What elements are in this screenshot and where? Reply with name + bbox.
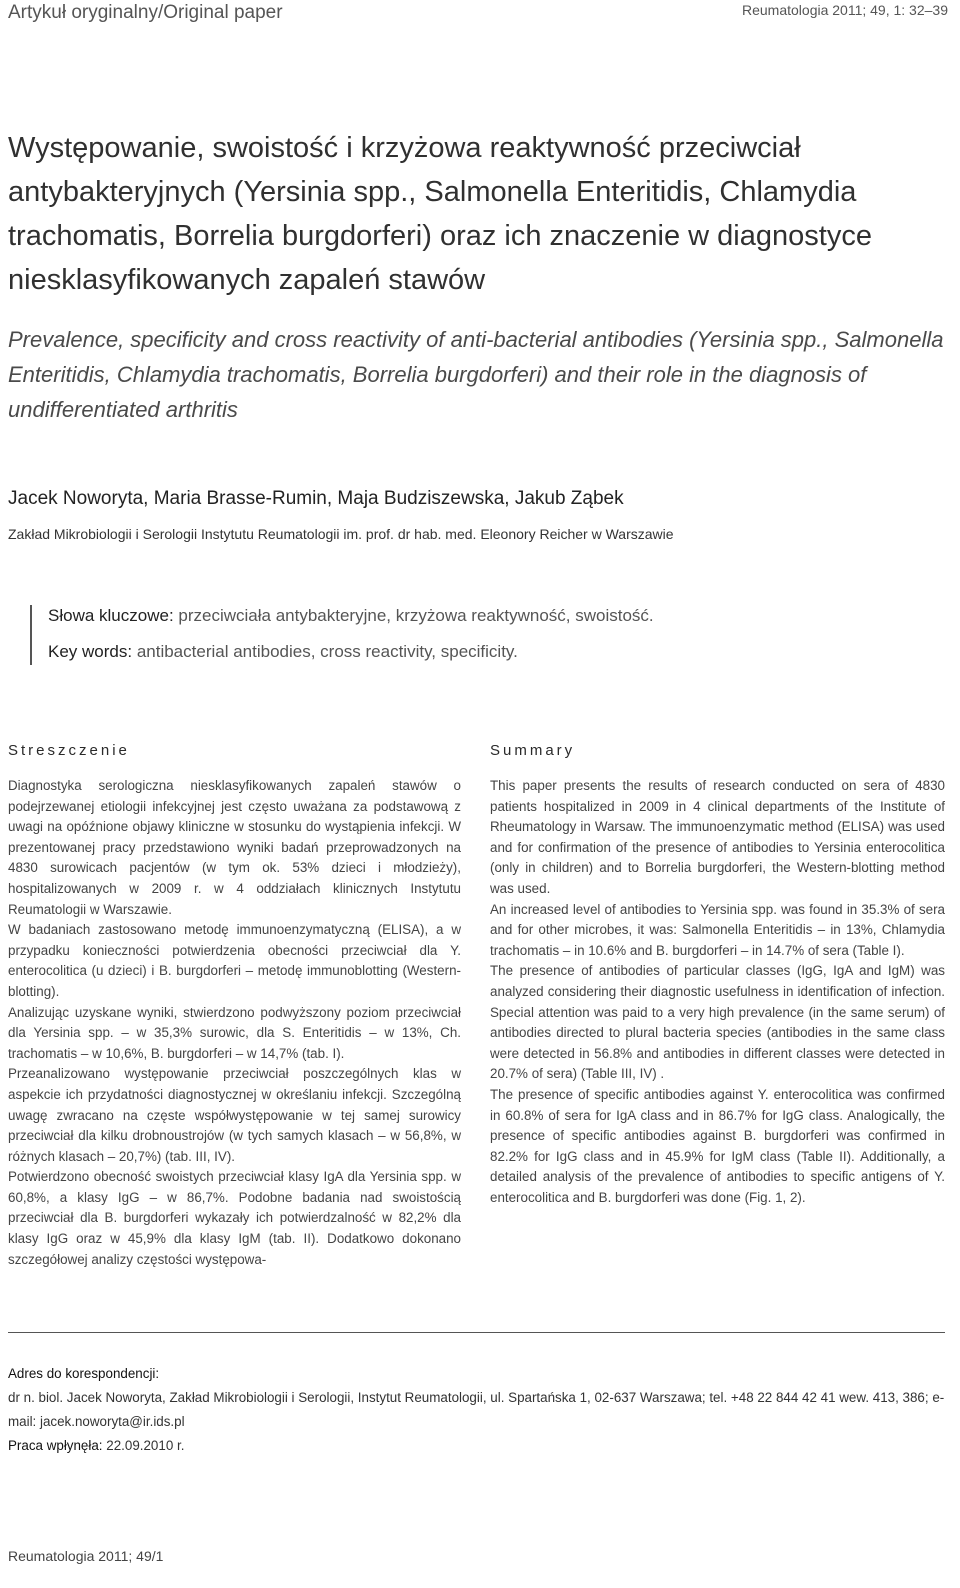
keywords-english (48, 642, 518, 662)
keywords-divider (30, 605, 32, 665)
abstract-polish-paragraph: Diagnostyka serologiczna niesklasyfikowanych zapaleń stawów o podejrzewanej etiologii infekcyjnej jest często uważana za podstawową z uwagi na opóźnione objawy kliniczne w stosunku do wystąpienia infekcji. W prezentowanej pracy przedstawiono wyniki badań przeprowadzonych na 4830 surowicach pacjentów (w tym ok. 53% dzieci i młodzieży), hospitalizowanych w 2009 r. w 4 oddziałach klinicznych Instytutu Reumatologii w Warszawie. (8, 778, 461, 917)
abstract-english-paragraph: This paper presents the results of research conducted on sera of 4830 patients hospitalized in 2009 in 4 clinical departments of the Institute of Rheumatology in Warsaw. The immunoenzymatic method (ELISA) was used and for confirmation of the presence of antibodies to Yersinia enterocolitica (only in children) and to Borrelia burgdorferi, the Western-blotting method was used. (490, 778, 945, 896)
correspondence-block (8, 1362, 948, 1458)
received-date: 22.09.2010 r. (102, 1438, 185, 1453)
article-title-english: Prevalence, specificity and cross reactivity of anti-bacterial antibodies (Yersinia spp., Salmonella Enteritidis, Chlamydia trachomatis, Borrelia burgdorferi) and their role in the diagnosis of undifferentiated arthritis (8, 327, 944, 422)
journal-citation: Reumatologia 2011; 49, 1: 32–39 (741, 2, 948, 18)
keywords-polish-text: przeciwciała antybakteryjne, krzyżowa reaktywność, swoistość. (173, 606, 654, 625)
keywords-english-text: antibacterial antibodies, cross reactivity, specificity. (132, 642, 518, 661)
page-footer: Reumatologia 2011; 49/1 (8, 1548, 164, 1564)
correspondence-label: Adres do korespondencji: (8, 1366, 160, 1381)
abstract-polish-paragraph: Analizując uzyskane wyniki, stwierdzono podwyższony poziom przeciwciał dla Yersinia spp. – w 35,3% surowic, dla S. Enteritidis – w 13%, Ch. trachomatis – w 10,6%, B. burgdorferi – w 14,7% (tab. I). (8, 1004, 461, 1061)
abstract-english-paragraph: The presence of antibodies of particular classes (IgG, IgA and IgM) was analyzed considering their diagnostic usefulness in identification of infection. Special attention was paid to a very high prevalence (in the same serum) of antibodies directed to plural bacteria species (antibodies in the same class were detected in 56.8% and antibodies in different classes were detected in 20.7% of sera) (Table III, IV) . (490, 963, 945, 1082)
received-label: Praca wpłynęła: (8, 1438, 103, 1453)
section-divider (8, 1332, 945, 1333)
received-line (8, 1434, 948, 1458)
affiliation: Zakład Mikrobiologii i Serologii Instytutu Reumatologii im. prof. dr hab. med. Eleonory Reicher w Warszawie (8, 526, 674, 542)
abstract-polish-paragraph: Przeanalizowano występowanie przeciwciał poszczególnych klas w aspekcie ich przydatności diagnostycznej w określaniu infekcji. Szczególną uwagę zwracano na częste współwystępowanie w tej samej surowicy przeciwciał dla kilku drobnoustrojów (w tych samych klasach – w 56,8%, w różnych klasach – 20,7%) (tab. III, IV). (8, 1066, 461, 1164)
keywords-english-label: Key words: (48, 642, 133, 661)
keywords-polish-label: Słowa kluczowe: (48, 606, 174, 625)
abstract-polish-paragraph: W badaniach zastosowano metodę immunoenzymatyczną (ELISA), a w przypadku konieczności potwierdzenia obecności przeciwciał dla Y. enterocolitica (u dzieci) i B. burgdorferi – metodę immunoblotting (Western-blotting). (8, 922, 461, 999)
abstract-polish (8, 776, 461, 1270)
authors: Jacek Noworyta, Maria Brasse-Rumin, Maja Budziszewska, Jakub Ząbek (8, 488, 624, 509)
correspondence-address: dr n. biol. Jacek Noworyta, Zakład Mikrobiologii i Serologii, Instytut Reumatologii, ul. Spartańska 1, 02-637 Warszawa; tel. +48 22 844 42 41 wew. 413, 386; e-mail: jacek.noworyta@ir.ids.pl (8, 1390, 945, 1429)
abstract-polish-heading: Streszczenie (8, 742, 130, 759)
abstract-polish-paragraph: Potwierdzono obecność swoistych przeciwciał klasy IgA dla Yersinia spp. w 60,8%, a klasy IgG – w 86,7%. Podobne badania nad swoistością przeciwciał dla B. burgdorferi wykazały ich potwierdzalność w 82,2% dla klasy IgG oraz w 45,9% dla klasy IgM (tab. II). Dodatkowo dokonano szczegółowej analizy częstości występowa- (8, 1169, 461, 1267)
article-title-polish: Występowanie, swoistość i krzyżowa reaktywność przeciwciał antybakteryjnych (Yersinia spp., Salmonella Enteritidis, Chlamydia trachomatis, Borrelia burgdorferi) oraz ich znaczenie w diagnostyce niesklasyfikowanych zapaleń stawów (8, 132, 872, 296)
abstract-english-heading: Summary (490, 742, 576, 759)
journal-section-label: Artykuł oryginalny/Original paper (8, 2, 283, 23)
abstract-english (490, 776, 945, 1208)
abstract-english-paragraph: The presence of specific antibodies against Y. enterocolitica was confirmed in 60.8% of sera for IgA class and in 86.7% for IgG class. Analogically, the presence of specific antibodies against B. burgdorferi was confirmed in 82.2% for IgG class and in 45.9% for IgM class (Table II). Additionally, a detailed analysis of the prevalence of antibodies to specific antigens of Y. enterocolitica and B. burgdorferi was done (Fig. 1, 2). (490, 1086, 945, 1205)
keywords-polish (48, 606, 654, 626)
abstract-english-paragraph: An increased level of antibodies to Yersinia spp. was found in 35.3% of sera and for other microbes, it was: Salmonella Enteritidis – in 13%, Chlamydia trachomatis – in 10.6% and B. burgdorferi – in 14.7% of sera (Table I). (490, 901, 945, 958)
